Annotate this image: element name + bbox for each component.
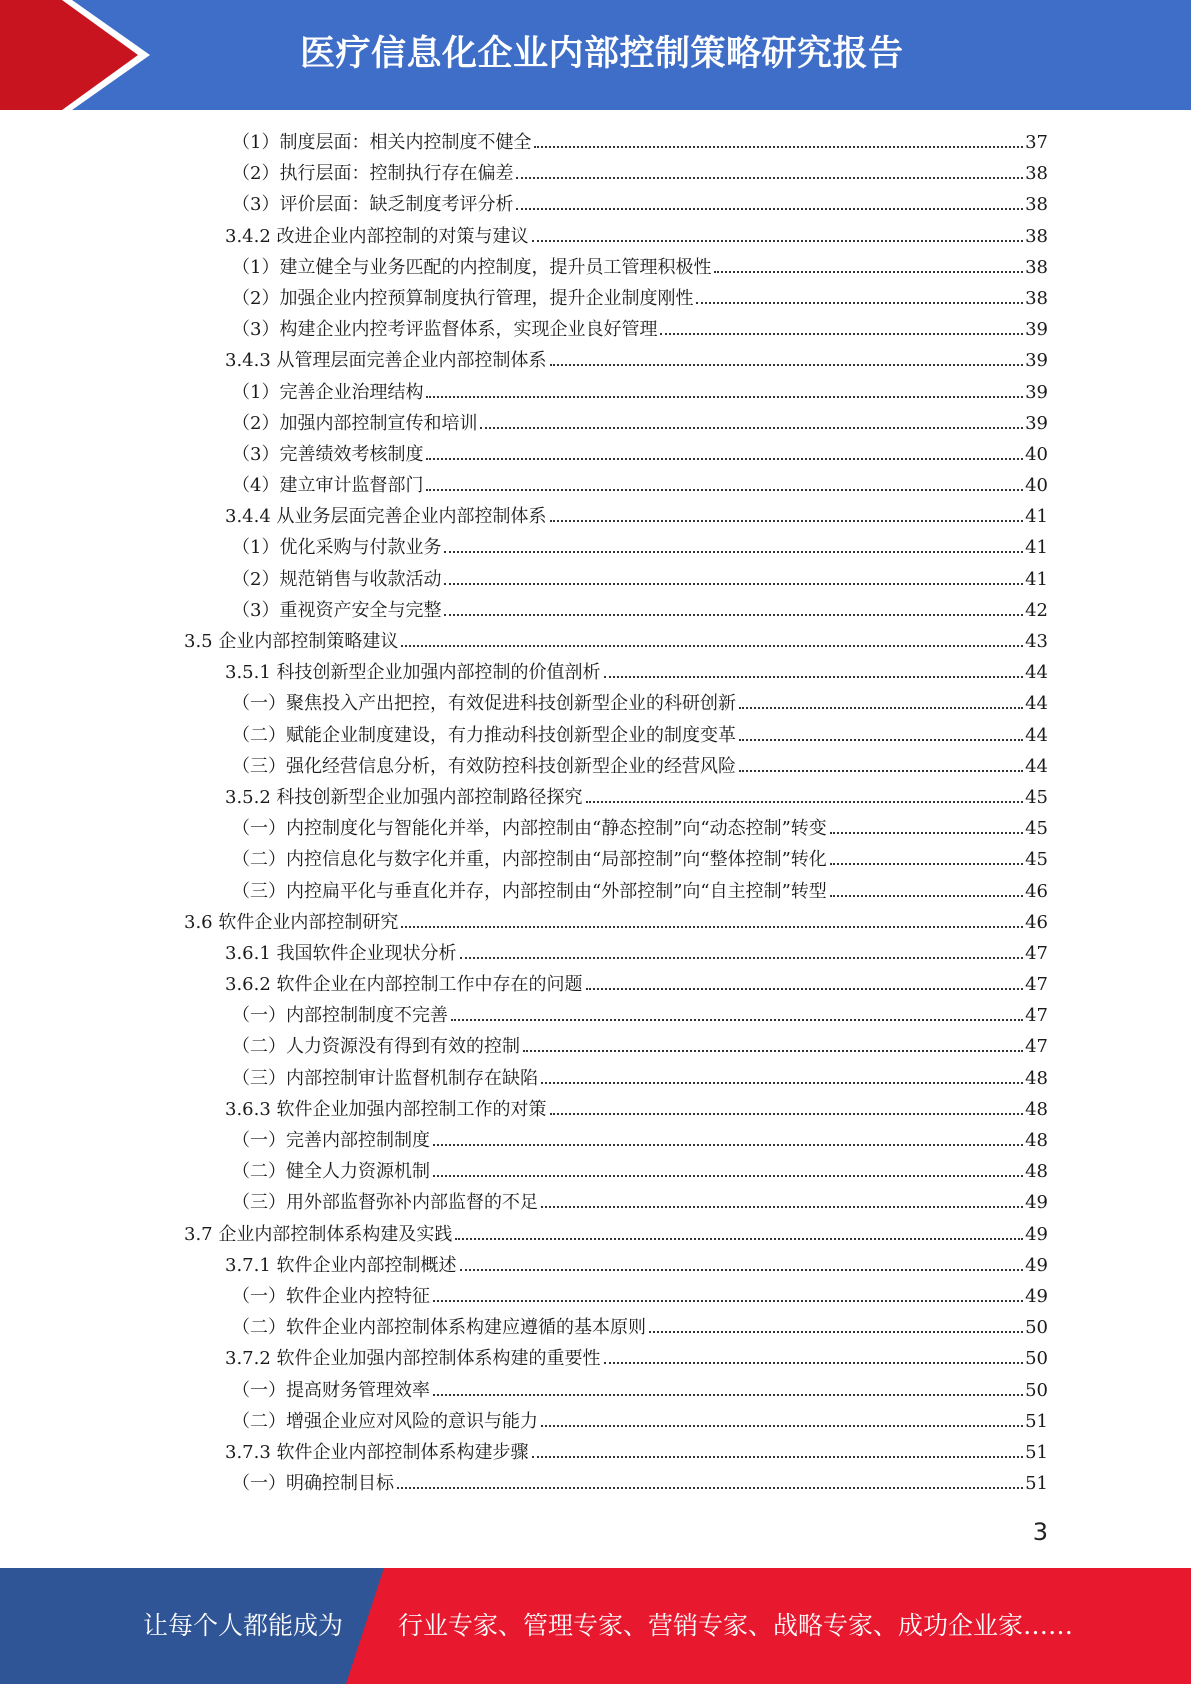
toc-dot-leader [541, 1082, 1023, 1084]
toc-dot-leader [550, 520, 1024, 522]
toc-entry-title: 3.6.2 软件企业在内部控制工作中存在的问题 [225, 974, 583, 996]
toc-entry-title: （2）加强企业内控预算制度执行管理，提升企业制度刚性 [232, 287, 694, 309]
toc-entry-title: （3）完善绩效考核制度 [232, 443, 424, 465]
toc-entry-title: 3.4.3 从管理层面完善企业内部控制体系 [225, 350, 547, 372]
toc-entry[interactable] [180, 813, 1048, 844]
toc-dot-leader [739, 739, 1023, 741]
toc-entry[interactable] [180, 907, 1048, 938]
toc-entry-page: 49 [1025, 1192, 1048, 1214]
toc-entry[interactable] [180, 688, 1048, 719]
toc-entry[interactable] [180, 1219, 1048, 1250]
toc-entry-title: （一）提高财务管理效率 [232, 1379, 430, 1401]
report-title: 医疗信息化企业内部控制策略研究报告 [300, 34, 904, 74]
toc-entry[interactable] [180, 158, 1048, 189]
toc-entry-page: 45 [1025, 818, 1048, 840]
toc-entry[interactable] [180, 1343, 1048, 1374]
toc-entry[interactable] [180, 1187, 1048, 1218]
toc-entry-page: 40 [1025, 443, 1048, 465]
toc-dot-leader [739, 770, 1023, 772]
toc-entry[interactable] [180, 1031, 1048, 1062]
toc-entry-title: （二）内控信息化与数字化并重，内部控制由“局部控制”向“整体控制”转化 [232, 849, 827, 871]
toc-dot-leader [830, 832, 1023, 834]
toc-entry-page: 41 [1025, 568, 1048, 590]
toc-dot-leader [401, 645, 1023, 647]
toc-entry-page: 48 [1025, 1098, 1048, 1120]
toc-entry-title: （二）增强企业应对风险的意识与能力 [232, 1410, 538, 1432]
toc-entry[interactable] [180, 720, 1048, 751]
toc-dot-leader [401, 926, 1023, 928]
toc-entry-page: 49 [1025, 1223, 1048, 1245]
toc-entry-page: 39 [1025, 350, 1048, 372]
toc-dot-leader [426, 489, 1023, 491]
toc-entry-title: （二）健全人力资源机制 [232, 1161, 430, 1183]
toc-entry-title: 3.6 软件企业内部控制研究 [184, 911, 399, 933]
toc-entry-title: （3）评价层面：缺乏制度考评分析 [232, 194, 514, 216]
toc-entry-title: （二）赋能企业制度建设，有力推动科技创新型企业的制度变革 [232, 724, 736, 746]
toc-entry-page: 39 [1025, 412, 1048, 434]
toc-entry-title: 3.4.2 改进企业内部控制的对策与建议 [225, 225, 529, 247]
toc-entry-title: （4）建立审计监督部门 [232, 475, 424, 497]
toc-entry-title: （三）用外部监督弥补内部监督的不足 [232, 1192, 538, 1214]
toc-dot-leader [444, 583, 1023, 585]
toc-entry[interactable] [180, 1375, 1048, 1406]
toc-entry-page: 41 [1025, 537, 1048, 559]
toc-entry-title: （一）明确控制目标 [232, 1473, 394, 1495]
toc-entry-title: 3.5 企业内部控制策略建议 [184, 631, 399, 652]
toc-dot-leader [444, 614, 1023, 616]
toc-entry-page: 50 [1025, 1379, 1048, 1401]
toc-entry[interactable] [180, 751, 1048, 782]
page-number: 3 [1032, 1518, 1048, 1546]
toc-dot-leader [534, 146, 1023, 148]
toc-entry[interactable] [180, 345, 1048, 376]
toc-dot-leader [516, 208, 1023, 210]
toc-entry[interactable] [180, 252, 1048, 283]
toc-entry-title: （一）完善内部控制制度 [232, 1130, 430, 1151]
toc-entry-title: （一）聚焦投入产出把控，有效促进科技创新型企业的科研创新 [232, 693, 736, 715]
toc-entry-page: 42 [1025, 599, 1048, 621]
toc-entry[interactable] [180, 626, 1048, 657]
toc-entry[interactable] [180, 1468, 1048, 1499]
toc-dot-leader [516, 177, 1023, 179]
toc-dot-leader [444, 551, 1023, 553]
toc-dot-leader [830, 895, 1023, 897]
toc-entry-page: 39 [1025, 381, 1048, 403]
toc-entry-page: 47 [1025, 942, 1048, 964]
toc-entry-title: 3.6.3 软件企业加强内部控制工作的对策 [225, 1098, 547, 1120]
footer-slogan-right: 行业专家、管理专家、营销专家、战略专家、成功企业家…… [398, 1611, 1074, 1640]
toc-dot-leader [532, 240, 1024, 242]
toc-dot-leader [433, 1394, 1023, 1396]
toc-entry-page: 44 [1025, 755, 1048, 777]
toc-entry-page: 47 [1025, 1005, 1048, 1027]
toc-entry[interactable] [180, 1312, 1048, 1343]
toc-entry[interactable] [180, 501, 1048, 532]
toc-entry-page: 38 [1025, 163, 1048, 185]
toc-entry[interactable] [180, 1063, 1048, 1094]
toc-entry-page: 38 [1025, 287, 1048, 309]
toc-entry-page: 46 [1025, 911, 1048, 933]
toc-entry-title: （三）内控扁平化与垂直化并存，内部控制由“外部控制”向“自主控制”转型 [232, 880, 827, 902]
toc-dot-leader [830, 863, 1023, 865]
toc-entry-page: 49 [1025, 1254, 1048, 1276]
toc-entry[interactable] [180, 657, 1048, 688]
toc-entry[interactable] [180, 470, 1048, 501]
toc-dot-leader [480, 427, 1023, 429]
toc-entry[interactable] [180, 221, 1048, 252]
toc-entry-page: 48 [1025, 1161, 1048, 1183]
toc-entry[interactable] [180, 314, 1048, 345]
toc-dot-leader [541, 1206, 1023, 1208]
toc-entry-page: 49 [1025, 1285, 1048, 1307]
toc-entry-page: 43 [1025, 631, 1048, 652]
toc-entry-page: 44 [1025, 724, 1048, 746]
footer-slogan-left: 让每个人都能成为 [143, 1611, 344, 1640]
toc-dot-leader [460, 957, 1024, 959]
toc-entry-page: 41 [1025, 506, 1048, 528]
toc-entry-title: （2）规范销售与收款活动 [232, 568, 442, 590]
toc-entry-title: 3.7.1 软件企业内部控制概述 [225, 1254, 457, 1276]
toc-entry-page: 47 [1025, 974, 1048, 996]
toc-entry-title: （三）内部控制审计监督机制存在缺陷 [232, 1067, 538, 1089]
toc-dot-leader [532, 1456, 1024, 1458]
toc-entry-page: 51 [1025, 1441, 1048, 1463]
toc-entry[interactable] [180, 595, 1048, 626]
toc-entry-page: 50 [1025, 1317, 1048, 1339]
toc-entry-title: 3.5.1 科技创新型企业加强内部控制的价值剖析 [225, 662, 601, 684]
toc-dot-leader [433, 1300, 1023, 1302]
toc-dot-leader [586, 988, 1024, 990]
toc-entry[interactable] [180, 1437, 1048, 1468]
toc-dot-leader [550, 1113, 1024, 1115]
toc-entry-title: 3.7.3 软件企业内部控制体系构建步骤 [225, 1441, 529, 1463]
toc-dot-leader [696, 302, 1023, 304]
page-header [0, 0, 1191, 110]
toc-entry[interactable] [180, 1094, 1048, 1125]
toc-dot-leader [523, 1050, 1023, 1052]
toc-entry-page: 40 [1025, 475, 1048, 497]
toc-entry-page: 44 [1025, 662, 1048, 684]
toc-dot-leader [426, 396, 1023, 398]
toc-entry[interactable] [180, 127, 1048, 158]
toc-entry-page: 51 [1025, 1410, 1048, 1432]
toc-entry-title: （一）内部控制制度不完善 [232, 1005, 448, 1027]
toc-entry-title: （二）软件企业内部控制体系构建应遵循的基本原则 [232, 1317, 646, 1339]
toc-entry-page: 46 [1025, 880, 1048, 902]
toc-dot-leader [550, 364, 1024, 366]
header-arrow-icon [0, 0, 160, 110]
toc-entry[interactable] [180, 564, 1048, 595]
toc-entry-title: （1）建立健全与业务匹配的内控制度，提升员工管理积极性 [232, 256, 712, 278]
toc-entry-title: 3.7.2 软件企业加强内部控制体系构建的重要性 [225, 1348, 601, 1370]
toc-dot-leader [586, 801, 1024, 803]
toc-dot-leader [433, 1175, 1023, 1177]
toc-dot-leader [604, 676, 1024, 678]
toc-entry-page: 50 [1025, 1348, 1048, 1370]
toc-entry-title: （1）制度层面：相关内控制度不健全 [232, 132, 532, 153]
toc-dot-leader [433, 1144, 1023, 1146]
toc-entry-title: （1）完善企业治理结构 [232, 381, 424, 403]
toc-dot-leader [649, 1331, 1023, 1333]
toc-entry-title: 3.7 企业内部控制体系构建及实践 [184, 1223, 453, 1245]
toc-entry[interactable] [180, 1156, 1048, 1187]
toc-entry-title: （二）人力资源没有得到有效的控制 [232, 1036, 520, 1058]
toc-entry[interactable] [180, 408, 1048, 439]
toc-entry-page: 38 [1025, 225, 1048, 247]
toc-entry[interactable] [180, 439, 1048, 470]
toc-entry[interactable] [180, 189, 1048, 220]
toc-dot-leader [541, 1425, 1023, 1427]
toc-entry[interactable] [180, 938, 1048, 969]
toc-dot-leader [739, 707, 1023, 709]
toc-entry-title: （1）优化采购与付款业务 [232, 537, 442, 559]
toc-entry-page: 37 [1025, 132, 1048, 153]
toc-entry[interactable] [180, 1281, 1048, 1312]
toc-entry-page: 39 [1025, 319, 1048, 341]
toc-entry-page: 51 [1025, 1473, 1048, 1495]
toc-entry-page: 38 [1025, 256, 1048, 278]
toc-entry-page: 38 [1025, 194, 1048, 216]
toc-entry-title: （3）重视资产安全与完整 [232, 599, 442, 621]
toc-entry-page: 48 [1025, 1067, 1048, 1089]
toc-entry[interactable] [180, 969, 1048, 1000]
toc-entry[interactable] [180, 844, 1048, 875]
toc-entry-title: （3）构建企业内控考评监督体系，实现企业良好管理 [232, 319, 658, 341]
toc-dot-leader [426, 458, 1023, 460]
toc-entry[interactable] [180, 1250, 1048, 1281]
toc-dot-leader [604, 1362, 1024, 1364]
toc-entry-title: （一）软件企业内控特征 [232, 1285, 430, 1307]
toc-entry[interactable] [180, 1000, 1048, 1031]
toc-dot-leader [455, 1238, 1023, 1240]
toc-entry-page: 48 [1025, 1130, 1048, 1151]
toc-entry-page: 47 [1025, 1036, 1048, 1058]
toc-entry-title: 3.6.1 我国软件企业现状分析 [225, 942, 457, 964]
toc-entry-page: 44 [1025, 693, 1048, 715]
page-footer [0, 1568, 1191, 1684]
toc-entry-title: 3.4.4 从业务层面完善企业内部控制体系 [225, 506, 547, 528]
toc-entry-title: （三）强化经营信息分析，有效防控科技创新型企业的经营风险 [232, 755, 736, 777]
toc-entry[interactable] [180, 782, 1048, 813]
toc-entry-title: （一）内控制度化与智能化并举，内部控制由“静态控制”向“动态控制”转变 [232, 818, 827, 840]
toc-entry-title: （2）加强内部控制宣传和培训 [232, 412, 478, 434]
toc-entry-page: 45 [1025, 786, 1048, 808]
toc-dot-leader [460, 1269, 1024, 1271]
toc-entry[interactable] [180, 1125, 1048, 1156]
toc-entry[interactable] [180, 377, 1048, 408]
toc-dot-leader [660, 333, 1023, 335]
toc-entry-page: 45 [1025, 849, 1048, 871]
toc-dot-leader [451, 1019, 1023, 1021]
toc-entry[interactable] [180, 532, 1048, 563]
toc-entry-title: （2）执行层面：控制执行存在偏差 [232, 163, 514, 185]
toc-entry[interactable] [180, 876, 1048, 907]
toc-entry[interactable] [180, 1406, 1048, 1437]
toc-dot-leader [397, 1487, 1023, 1489]
toc-entry-title: 3.5.2 科技创新型企业加强内部控制路径探究 [225, 786, 583, 808]
toc-entry[interactable] [180, 283, 1048, 314]
toc-dot-leader [714, 271, 1023, 273]
table-of-contents [180, 127, 1048, 1499]
